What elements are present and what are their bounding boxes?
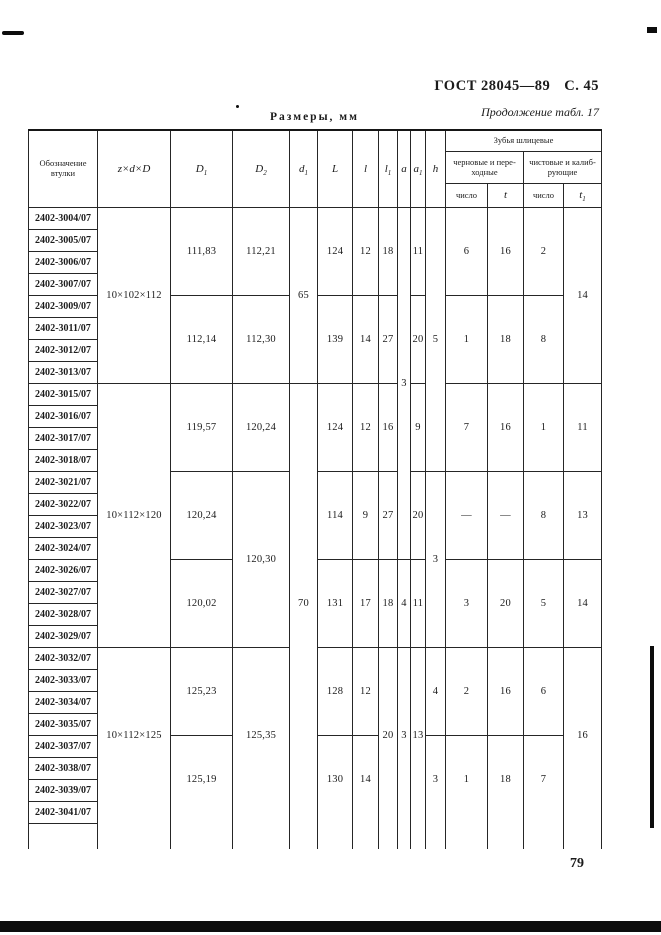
value-cell-a1: 11	[411, 560, 426, 648]
table-continuation-note: Продолжение табл. 17	[481, 105, 599, 119]
designation-cell: 2402-3018/07	[29, 450, 98, 472]
value-cell-n1: 1	[446, 736, 488, 824]
col-header-zdd: z×d×D	[98, 130, 171, 208]
col-header-t: t	[488, 184, 524, 208]
col-group-rough-teeth: черновые и переходные	[446, 152, 524, 184]
value-cell-t1: 13	[564, 472, 602, 560]
designation-cell: 2402-3023/07	[29, 516, 98, 538]
value-cell-a: 4	[398, 560, 411, 648]
value-cell-n1: 6	[446, 208, 488, 296]
designation-cell: 2402-3034/07	[29, 692, 98, 714]
col-header-L: L	[318, 130, 353, 208]
page-reference: С. 45	[564, 78, 599, 94]
scan-artifact	[0, 921, 661, 932]
value-cell-t: 18	[488, 736, 524, 824]
col-header-count-rough: число	[446, 184, 488, 208]
designation-cell: 2402-3027/07	[29, 582, 98, 604]
value-cell-n2: 8	[524, 296, 564, 384]
value-cell-t1: 14	[564, 208, 602, 384]
col-header-a1: $a_1$	[411, 130, 426, 208]
value-cell-t: 16	[488, 648, 524, 736]
value-cell-n2: 6	[524, 648, 564, 736]
designation-cell: 2402-3038/07	[29, 758, 98, 780]
dimensions-table	[28, 129, 602, 849]
value-cell-n1: 7	[446, 384, 488, 472]
value-cell-h: 4	[426, 648, 446, 736]
designation-cell: 2402-3021/07	[29, 472, 98, 494]
designation-cell: 2402-3041/07	[29, 802, 98, 824]
value-cell-a1: 20	[411, 296, 426, 384]
scan-artifact	[647, 27, 657, 33]
value-cell-t1: 16	[564, 648, 602, 824]
value-cell-h: 3	[426, 472, 446, 648]
extension-cell	[290, 824, 318, 850]
designation-cell: 2402-3006/07	[29, 252, 98, 274]
value-cell-l1: 16	[379, 384, 398, 472]
col-header-l: l	[353, 130, 379, 208]
page-number: 79	[570, 856, 584, 871]
value-cell-n2: 2	[524, 208, 564, 296]
value-cell-L: 124	[318, 384, 353, 472]
value-cell-a1: 13	[411, 648, 426, 824]
table-row	[29, 384, 602, 406]
value-cell-d1: 70	[290, 384, 318, 824]
table-row	[29, 208, 602, 230]
extension-cell	[411, 824, 426, 850]
designation-cell: 2402-3039/07	[29, 780, 98, 802]
value-cell-L: 139	[318, 296, 353, 384]
value-cell-a: 3	[398, 648, 411, 824]
extension-cell	[233, 824, 290, 850]
value-cell-l: 12	[353, 208, 379, 296]
scan-artifact	[236, 105, 239, 108]
value-cell-n2: 5	[524, 560, 564, 648]
value-cell-zdd: 10×112×120	[98, 384, 171, 648]
value-cell-zdd: 10×102×112	[98, 208, 171, 384]
value-cell-t: 16	[488, 208, 524, 296]
value-cell-t: 18	[488, 296, 524, 384]
value-cell-a1: 9	[411, 384, 426, 472]
col-header-l1: $l_1$	[379, 130, 398, 208]
designation-cell: 2402-3022/07	[29, 494, 98, 516]
designation-cell: 2402-3013/07	[29, 362, 98, 384]
designation-cell: 2402-3037/07	[29, 736, 98, 758]
value-cell-D2: 112,21	[233, 208, 290, 296]
col-group-finish-teeth: чистовые и калибрующие	[524, 152, 602, 184]
designation-cell: 2402-3035/07	[29, 714, 98, 736]
value-cell-L: 130	[318, 736, 353, 824]
col-header-h: h	[426, 130, 446, 208]
value-cell-l1: 18	[379, 208, 398, 296]
value-cell-D1: 112,14	[171, 296, 233, 384]
standard-number: ГОСТ 28045—89	[434, 78, 551, 94]
value-cell-n2: 8	[524, 472, 564, 560]
value-cell-n1: 3	[446, 560, 488, 648]
value-cell-D1: 120,24	[171, 472, 233, 560]
designation-cell: 2402-3005/07	[29, 230, 98, 252]
value-cell-n1: 2	[446, 648, 488, 736]
value-cell-D2: 120,30	[233, 472, 290, 648]
extension-cell	[353, 824, 379, 850]
value-cell-l1: 27	[379, 472, 398, 560]
table-body	[29, 208, 602, 850]
value-cell-l: 14	[353, 736, 379, 824]
extension-cell	[29, 824, 98, 850]
value-cell-D2: 120,24	[233, 384, 290, 472]
designation-cell: 2402-3033/07	[29, 670, 98, 692]
value-cell-l: 12	[353, 648, 379, 736]
designation-cell: 2402-3011/07	[29, 318, 98, 340]
value-cell-D1: 125,23	[171, 648, 233, 736]
value-cell-zdd: 10×112×125	[98, 648, 171, 824]
designation-cell: 2402-3017/07	[29, 428, 98, 450]
extension-cell	[398, 824, 411, 850]
extension-cell	[98, 824, 171, 850]
value-cell-L: 124	[318, 208, 353, 296]
designation-cell: 2402-3032/07	[29, 648, 98, 670]
col-header-a: a	[398, 130, 411, 208]
value-cell-n2: 1	[524, 384, 564, 472]
value-cell-t: 16	[488, 384, 524, 472]
designation-cell: 2402-3009/07	[29, 296, 98, 318]
value-cell-n1: 1	[446, 296, 488, 384]
value-cell-a: 3	[398, 208, 411, 560]
value-cell-l: 12	[353, 384, 379, 472]
value-cell-t1: 11	[564, 384, 602, 472]
col-header-count-finish: число	[524, 184, 564, 208]
value-cell-D2: 112,30	[233, 296, 290, 384]
designation-cell: 2402-3007/07	[29, 274, 98, 296]
extension-cell	[379, 824, 398, 850]
table-open-bottom-extension	[29, 824, 602, 850]
value-cell-L: 128	[318, 648, 353, 736]
document-header	[434, 78, 599, 95]
designation-cell: 2402-3012/07	[29, 340, 98, 362]
col-group-spline-teeth: Зубья шлицевые	[446, 130, 602, 152]
value-cell-t1: 14	[564, 560, 602, 648]
designation-cell: 2402-3015/07	[29, 384, 98, 406]
col-header-D2: $D_2$	[233, 130, 290, 208]
col-header-D1: $D_1$	[171, 130, 233, 208]
designation-cell: 2402-3024/07	[29, 538, 98, 560]
value-cell-l: 14	[353, 296, 379, 384]
col-header-d1: $d_1$	[290, 130, 318, 208]
value-cell-D1: 111,83	[171, 208, 233, 296]
extension-cell	[426, 824, 446, 850]
scan-artifact	[650, 646, 654, 828]
designation-cell: 2402-3028/07	[29, 604, 98, 626]
value-cell-h: 3	[426, 736, 446, 824]
value-cell-a1: 20	[411, 472, 426, 560]
value-cell-D2: 125,35	[233, 648, 290, 824]
extension-cell	[524, 824, 564, 850]
value-cell-l: 17	[353, 560, 379, 648]
extension-cell	[171, 824, 233, 850]
value-cell-h: 5	[426, 208, 446, 472]
designation-cell: 2402-3004/07	[29, 208, 98, 230]
value-cell-D1: 120,02	[171, 560, 233, 648]
designation-cell: 2402-3016/07	[29, 406, 98, 428]
value-cell-t: —	[488, 472, 524, 560]
value-cell-l: 9	[353, 472, 379, 560]
designation-cell: 2402-3029/07	[29, 626, 98, 648]
extension-cell	[318, 824, 353, 850]
value-cell-t: 20	[488, 560, 524, 648]
designation-cell: 2402-3026/07	[29, 560, 98, 582]
table-title: Размеры, мм	[270, 111, 359, 123]
value-cell-d1: 65	[290, 208, 318, 384]
value-cell-L: 114	[318, 472, 353, 560]
value-cell-l1: 27	[379, 296, 398, 384]
value-cell-a1: 11	[411, 208, 426, 296]
value-cell-l1: 20	[379, 648, 398, 824]
value-cell-L: 131	[318, 560, 353, 648]
extension-cell	[564, 824, 602, 850]
col-header-designation: Обозначение втулки	[29, 130, 98, 208]
col-header-t1: $t_1$	[564, 184, 602, 208]
value-cell-n2: 7	[524, 736, 564, 824]
value-cell-n1: —	[446, 472, 488, 560]
value-cell-D1: 119,57	[171, 384, 233, 472]
value-cell-D1: 125,19	[171, 736, 233, 824]
extension-cell	[488, 824, 524, 850]
extension-cell	[446, 824, 488, 850]
scan-artifact	[2, 31, 24, 35]
value-cell-l1: 18	[379, 560, 398, 648]
